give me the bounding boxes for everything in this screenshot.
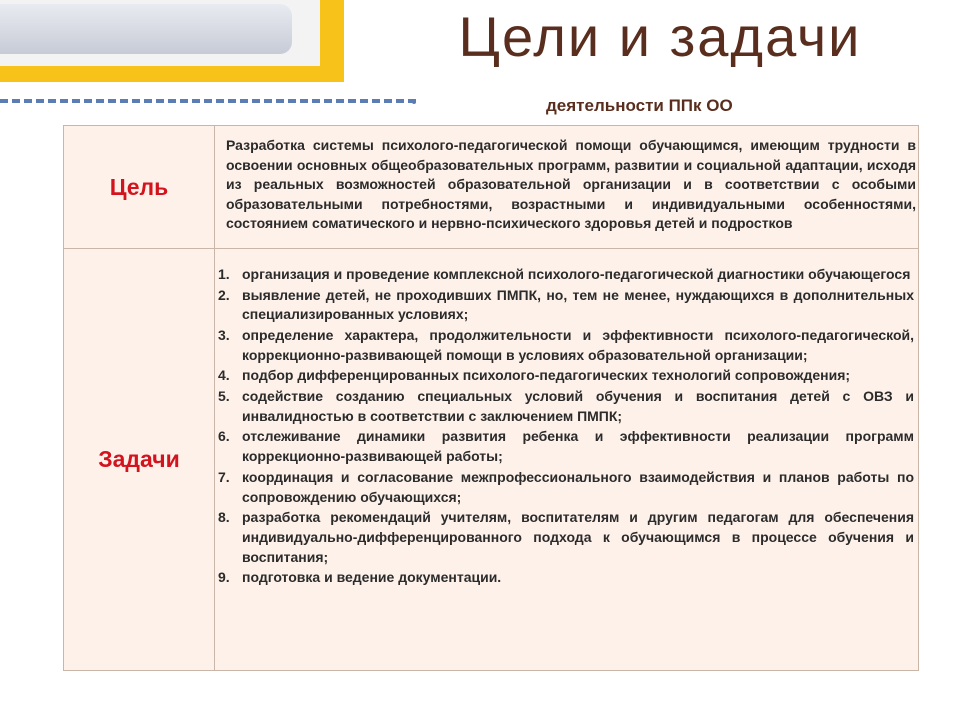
- task-text: определение характера, продолжительности и эффективности психолого-педагогической, коррекционно-развивающей помощи в условиях образовательной организации;: [242, 326, 914, 363]
- decorative-dashed-line: [0, 99, 416, 103]
- tasks-label: Задачи: [98, 446, 180, 472]
- task-number: 1.: [218, 266, 230, 282]
- slide-subtitle: деятельности ППк ОО: [546, 96, 733, 115]
- task-item: [218, 265, 914, 285]
- task-number: 8.: [218, 509, 230, 526]
- goal-description: Разработка системы психолого-педагогической помощи обучающимся, имеющим трудности в освоении основных общеобразовательных программ, развитии и социальной адаптации, исходя из реальных возможностей образовательной организации и в соответствии с особыми образовательными потребностями, возрастными и индивидуальными особенностями, состоянием соматического и нервно-психического здоровья детей и подростков: [226, 137, 916, 232]
- task-number: 4.: [218, 367, 230, 384]
- task-item: [218, 286, 914, 326]
- task-number: 5.: [218, 387, 230, 404]
- goal-label: Цель: [109, 173, 169, 200]
- task-item: [218, 326, 914, 366]
- task-text: разработка рекомендаций учителям, воспитателям и другим педагогам для обеспечения индивидуально-дифференцированного подхода к обучающимся в процессе обучения и воспитания;: [242, 509, 914, 565]
- task-number: 9.: [218, 569, 230, 586]
- task-text: отслеживание динамики развития ребенка и эффективности реализации программ коррекционно-развивающей работы;: [242, 428, 914, 465]
- task-number: 2.: [218, 286, 230, 303]
- goal-row: [64, 126, 918, 249]
- task-number: 3.: [218, 326, 230, 343]
- task-item: [218, 508, 914, 568]
- task-text: координация и согласование межпрофессионального взаимодействия и планов работы по сопровождению обучающихся;: [242, 468, 914, 505]
- task-text: организация и проведение комплексной психолого-педагогической диагностики обучающегося: [242, 266, 911, 282]
- task-item: [218, 387, 914, 427]
- task-text: выявление детей, не проходивших ПМПК, но, тем не менее, нуждающихся в дополнительных специализированных условиях;: [242, 286, 914, 323]
- goal-label-cell: [64, 126, 215, 248]
- task-text: подготовка и ведение документации.: [242, 569, 502, 586]
- task-item: [218, 366, 914, 386]
- task-text: содействие созданию специальных условий обучения и воспитания детей с ОВЗ и инвалидностью в соответствии с заключением ПМПК;: [242, 387, 914, 424]
- task-number: 6.: [218, 428, 230, 445]
- task-item: [218, 468, 914, 508]
- tasks-row: [64, 248, 918, 671]
- task-number: 7.: [218, 468, 230, 485]
- task-text: подбор дифференцированных психолого-педагогических технологий сопровождения;: [242, 367, 851, 384]
- task-list: [218, 265, 914, 589]
- task-item: [218, 427, 914, 467]
- goals-tasks-table: [63, 125, 919, 671]
- decorative-dot: [412, 100, 416, 104]
- decorative-gray-bar: [0, 4, 292, 54]
- task-item: [218, 568, 914, 588]
- slide-title: Цели и задачи: [458, 5, 862, 68]
- tasks-label-cell: [64, 248, 215, 671]
